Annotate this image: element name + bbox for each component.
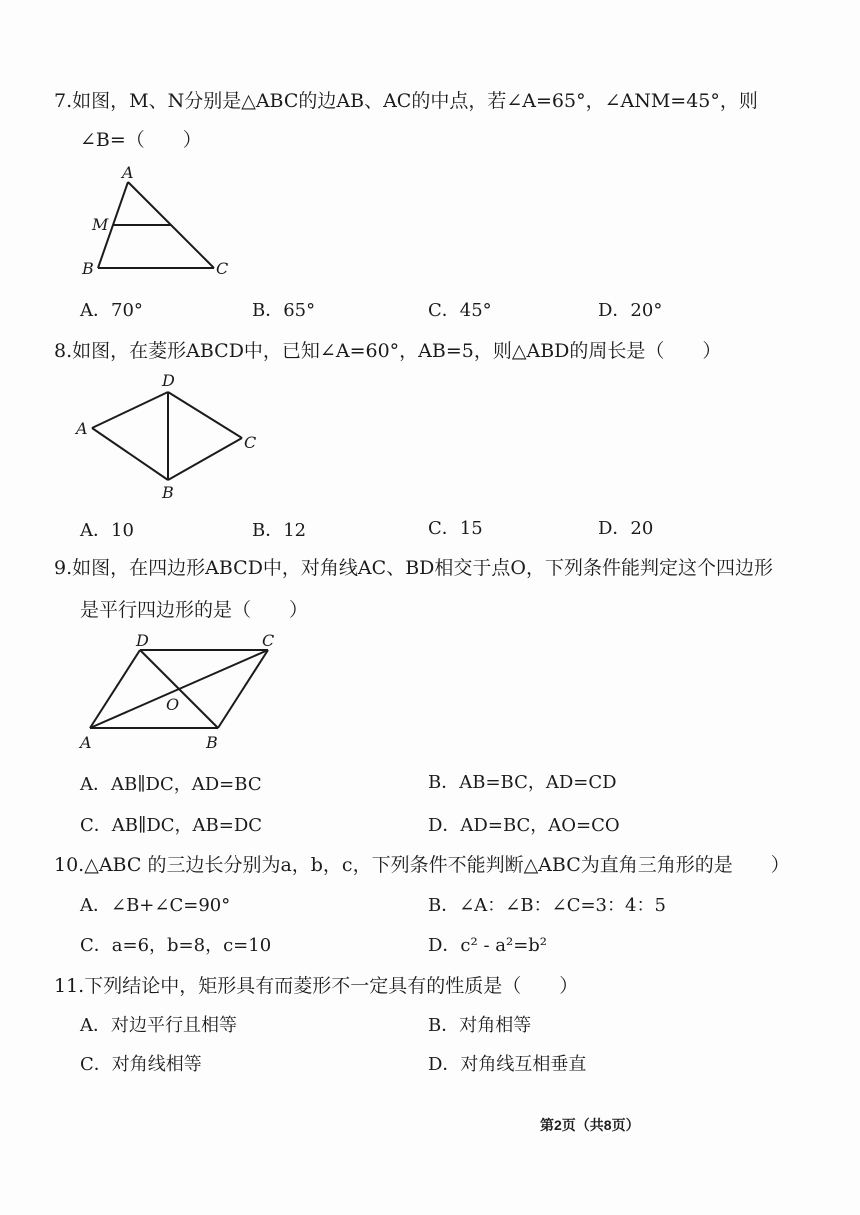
- q8-label-c: C: [244, 433, 257, 452]
- q9-label-a: A: [80, 733, 92, 752]
- q7-option-d[interactable]: D．20°: [598, 300, 663, 321]
- q9-label-b: B: [206, 733, 218, 752]
- q7-option-a[interactable]: A．70°: [80, 300, 143, 321]
- q9-option-b[interactable]: B．AB=BC，AD=CD: [428, 772, 617, 793]
- q8-stem-line1: 8.如图，在菱形ABCD中，已知∠A=60°，AB=5，则△ABD的周长是（ ）: [54, 340, 722, 362]
- q7-label-c: C: [216, 259, 229, 278]
- q11-option-c[interactable]: C．对角线相等: [80, 1054, 202, 1075]
- q8-label-b: B: [162, 483, 174, 502]
- page-footer: 第2页（共8页）: [540, 1117, 640, 1133]
- q8-side-ad: [92, 392, 168, 428]
- q8-option-b[interactable]: B．12: [252, 520, 307, 541]
- q9-label-d: D: [136, 631, 149, 650]
- q9-label-c: C: [262, 631, 275, 650]
- q11-option-b[interactable]: B．对角相等: [428, 1015, 532, 1036]
- q8-option-a[interactable]: A．10: [80, 520, 134, 541]
- q9-diagonal-bd: [140, 650, 218, 728]
- q7-stem-line1: 7.如图，M、N分别是△ABC的边AB、AC的中点，若∠A=65°，∠ANM=45°，则: [54, 90, 758, 112]
- q9-label-o: O: [166, 695, 180, 714]
- q10-option-a[interactable]: A．∠B+∠C=90°: [80, 895, 231, 916]
- q9-option-c[interactable]: C．AB∥DC，AB=DC: [80, 815, 263, 836]
- q10-stem-line1: 10.△ABC 的三边长分别为a，b，c，下列条件不能判断△ABC为直角三角形的是 ）: [54, 854, 790, 876]
- q8-label-d: D: [162, 371, 175, 390]
- q10-option-c[interactable]: C．a=6，b=8，c=10: [80, 935, 272, 956]
- q11-option-a[interactable]: A．对边平行且相等: [80, 1015, 237, 1036]
- q9-quadrilateral-figure: [74, 630, 294, 755]
- q8-rhombus-figure: [74, 370, 274, 505]
- q8-side-ba: [92, 428, 168, 480]
- q7-label-a: A: [122, 163, 134, 182]
- q9-option-a[interactable]: A．AB∥DC，AD=BC: [80, 774, 262, 795]
- q9-stem-line2: 是平行四边形的是（ ）: [80, 599, 309, 621]
- q11-stem-line1: 11.下列结论中，矩形具有而菱形不一定具有的性质是（ ）: [54, 975, 579, 997]
- q7-label-b: B: [82, 259, 94, 278]
- q8-option-c[interactable]: C．15: [428, 518, 483, 539]
- q11-option-d[interactable]: D．对角线互相垂直: [428, 1054, 587, 1075]
- q7-stem-line2: ∠B=（ ）: [80, 129, 202, 151]
- q7-triangle-figure: [78, 162, 238, 282]
- q7-label-m: M: [92, 215, 109, 234]
- q7-option-c[interactable]: C．45°: [428, 300, 492, 321]
- q8-label-a: A: [76, 419, 88, 438]
- q9-option-d[interactable]: D．AD=BC，AO=CO: [428, 815, 620, 836]
- q8-side-cb: [168, 438, 242, 480]
- q7-option-b[interactable]: B．65°: [252, 300, 316, 321]
- q9-stem-line1: 9.如图，在四边形ABCD中，对角线AC、BD相交于点O，下列条件能判定这个四边形: [54, 557, 773, 579]
- q8-side-dc: [168, 392, 242, 438]
- q10-option-b[interactable]: B．∠A：∠B：∠C=3：4：5: [428, 895, 666, 916]
- q10-option-d[interactable]: D．c² - a²=b²: [428, 935, 548, 956]
- q8-option-d[interactable]: D．20: [598, 518, 654, 539]
